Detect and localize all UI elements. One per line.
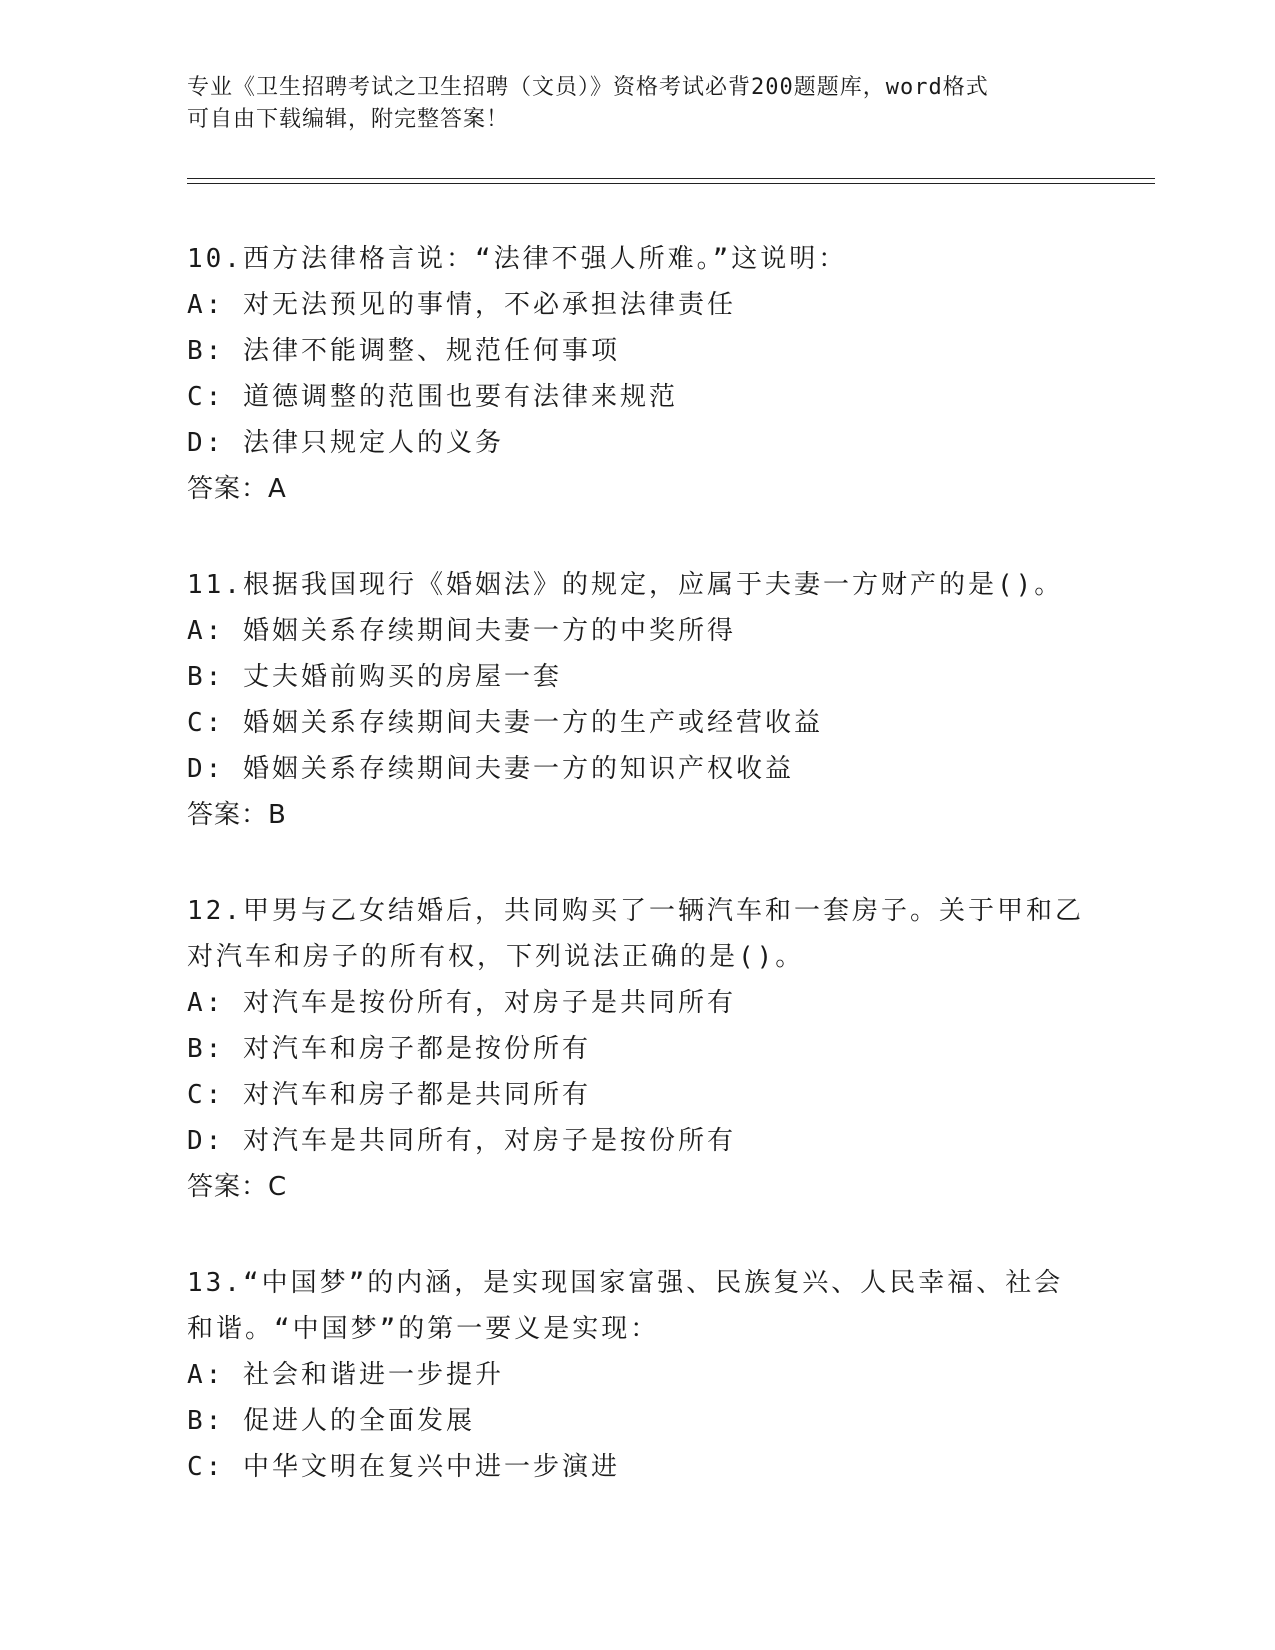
- question-10: [187, 236, 1087, 512]
- document-header: [187, 72, 1067, 136]
- question-list: [187, 236, 1087, 1540]
- answer-line: 答案：C: [187, 1172, 288, 1202]
- option-c: C: 婚姻关系存续期间夫妻一方的生产或经营收益: [187, 708, 823, 738]
- option-a: A: 对无法预见的事情，不必承担法律责任: [187, 290, 736, 320]
- question-stem: 11.根据我国现行《婚姻法》的规定，应属于夫妻一方财产的是()。: [187, 570, 1064, 600]
- option-a: A: 社会和谐进一步提升: [187, 1360, 504, 1390]
- question-11: [187, 562, 1087, 838]
- option-c: C: 对汽车和房子都是共同所有: [187, 1080, 591, 1110]
- question-13: [187, 1260, 1087, 1490]
- option-c: C: 道德调整的范围也要有法律来规范: [187, 382, 678, 412]
- option-b: B: 促进人的全面发展: [187, 1406, 475, 1436]
- answer-line: 答案：B: [187, 800, 287, 830]
- answer-line: 答案：A: [187, 474, 287, 504]
- option-d: D: 对汽车是共同所有，对房子是按份所有: [187, 1126, 736, 1156]
- header-line-2: 可自由下载编辑，附完整答案！: [187, 107, 510, 132]
- option-a: A: 对汽车是按份所有，对房子是共同所有: [187, 988, 736, 1018]
- option-b: B: 对汽车和房子都是按份所有: [187, 1034, 591, 1064]
- option-b: B: 法律不能调整、规范任何事项: [187, 336, 620, 366]
- header-rule-top: [187, 178, 1155, 179]
- question-stem-line-1: 13.“中国梦”的内涵，是实现国家富强、民族复兴、人民幸福、社会: [187, 1268, 1064, 1298]
- question-stem-line-1: 12.甲男与乙女结婚后，共同购买了一辆汽车和一套房子。关于甲和乙: [187, 896, 1084, 926]
- question-stem-line-2: 对汽车和房子的所有权，下列说法正确的是()。: [187, 942, 805, 972]
- option-d: D: 婚姻关系存续期间夫妻一方的知识产权收益: [187, 754, 794, 784]
- option-a: A: 婚姻关系存续期间夫妻一方的中奖所得: [187, 616, 736, 646]
- question-12: [187, 888, 1087, 1210]
- header-line-1: 专业《卫生招聘考试之卫生招聘（文员）》资格考试必背200题题库，word格式: [187, 75, 989, 100]
- option-c: C: 中华文明在复兴中进一步演进: [187, 1452, 620, 1482]
- question-stem-line-2: 和谐。“中国梦”的第一要义是实现：: [187, 1314, 660, 1344]
- option-b: B: 丈夫婚前购买的房屋一套: [187, 662, 562, 692]
- option-d: D: 法律只规定人的义务: [187, 428, 504, 458]
- question-stem: 10.西方法律格言说：“法律不强人所难。”这说明：: [187, 244, 848, 274]
- header-rule-bottom: [187, 183, 1155, 184]
